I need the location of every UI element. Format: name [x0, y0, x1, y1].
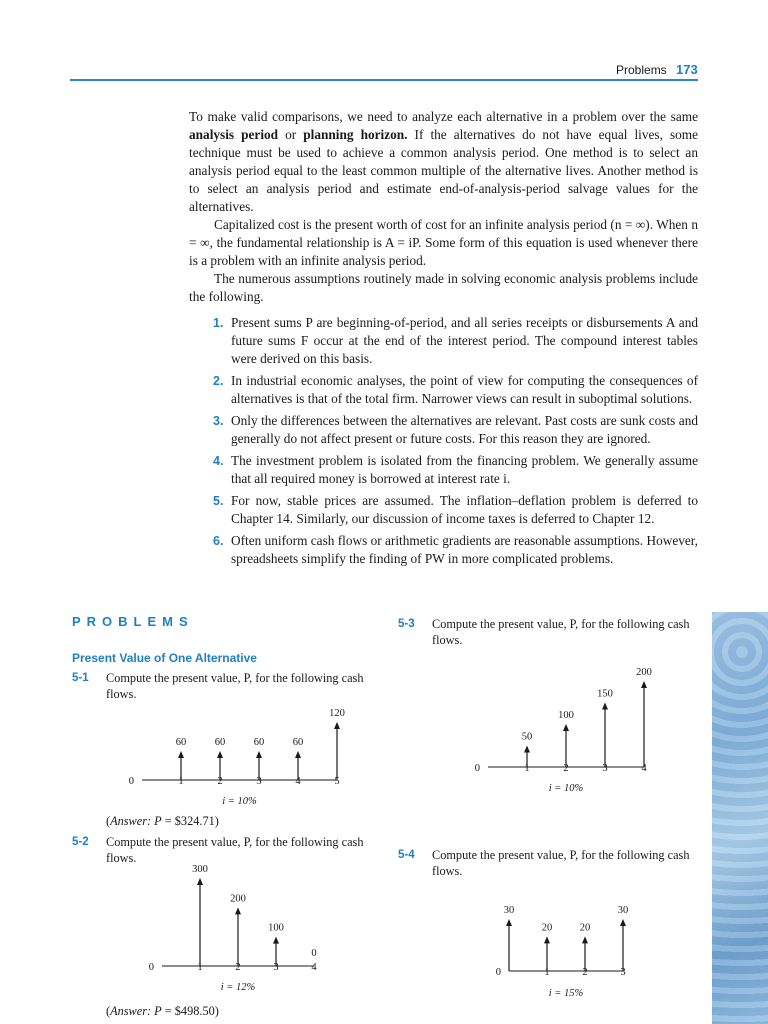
- period-label: 0: [148, 962, 154, 973]
- arrow-head: [256, 751, 262, 758]
- cash-flow-label: 50: [521, 731, 533, 743]
- cash-flow-label: 20: [541, 922, 553, 934]
- period-label: 5: [334, 776, 340, 787]
- arrow-head: [178, 751, 184, 758]
- cash-flow-label: 100: [268, 922, 284, 934]
- arrow-head: [295, 751, 301, 758]
- period-label: 1: [524, 763, 530, 774]
- problem-text: Compute the present value, P, for the following cash flows.: [432, 617, 690, 647]
- decorative-coin-image: [712, 612, 768, 1024]
- arrow-head: [641, 681, 647, 688]
- period-label: 3: [620, 967, 626, 978]
- interest-rate-label: i = 15%: [548, 988, 584, 999]
- cash-flow-label: 60: [253, 737, 265, 748]
- term-analysis-period: analysis period: [189, 127, 279, 142]
- page-number: 173: [676, 62, 698, 77]
- problems-heading: PROBLEMS: [72, 614, 194, 629]
- cash-flow-label: 60: [214, 737, 226, 748]
- list-item: 2. In industrial economic analyses, the point of view for computing the consequences of alternatives is that of the total firm. Narrower views can result in suboptimal solutions.: [213, 373, 698, 406]
- arrow-head: [524, 746, 530, 753]
- arrow-head: [602, 703, 608, 710]
- problem-5-2: [72, 834, 382, 866]
- problem-text: Compute the present value, P, for the following cash flows.: [432, 848, 690, 878]
- arrow-head: [334, 722, 340, 729]
- cash-flow-label: 20: [579, 922, 591, 934]
- period-label: 2: [563, 763, 569, 774]
- arrow-head: [273, 937, 279, 944]
- arrow-head: [582, 936, 588, 943]
- cash-flow-label: 60: [292, 737, 304, 748]
- problem-id: 5-4: [398, 849, 415, 861]
- arrow-head: [197, 878, 203, 885]
- period-label: 4: [641, 763, 647, 774]
- period-label: 0: [474, 763, 480, 774]
- period-label: 1: [178, 776, 184, 787]
- period-label: 1: [197, 962, 203, 973]
- arrow-head: [506, 919, 512, 926]
- paragraph-capitalized-cost: Capitalized cost is the present worth of cost for an infinite analysis period (n = ∞). When n = ∞, the fundamental relationship is A = iP. Some form of this equation is used whenever there is a problem with an infinite analysis period.: [189, 217, 698, 268]
- list-item: 4. The investment problem is isolated from the financing problem. We generally assume that all required money is borrowed at interest rate i.: [213, 453, 698, 486]
- paragraph-analysis-period: To make valid comparisons, we need to analyze each alternative in a problem over the same analysis period or planning horizon. If the alternatives do not have equal lives, some technique must be used to achieve a common analysis period. One method is to select an analysis period equal to the least common multiple of the alternative lives. Another method is to select an analysis period and estimate end-of-analysis-period salvage values for the alternatives.: [189, 109, 699, 214]
- interest-rate-label: i = 10%: [222, 796, 257, 807]
- period-label: 4: [295, 776, 301, 787]
- arrow-head: [235, 907, 241, 914]
- cash-flow-label: 200: [230, 893, 246, 905]
- problem-5-1: [72, 670, 382, 702]
- running-header: [616, 62, 698, 77]
- problem-text: Compute the present value, P, for the following cash flows.: [106, 835, 364, 865]
- header-rule: [70, 79, 698, 81]
- cash-flow-label: 300: [192, 864, 208, 875]
- cash-flow-diagram-5-3: [470, 668, 680, 800]
- paragraph-assumptions-intro: The numerous assumptions routinely made in solving economic analysis problems include the following.: [189, 271, 698, 304]
- period-label: 3: [256, 776, 262, 787]
- cash-flow-label: 200: [636, 667, 652, 678]
- period-label: 2: [235, 962, 241, 973]
- problem-text: Compute the present value, P, for the following cash flows.: [106, 671, 364, 701]
- cash-flow-label: 150: [597, 688, 613, 700]
- answer-5-2: (Answer: P = $498.50): [106, 1004, 219, 1018]
- problem-id: 5-1: [72, 672, 89, 684]
- period-label: 0: [128, 776, 134, 787]
- period-label: 3: [273, 962, 279, 973]
- problem-id: 5-2: [72, 836, 89, 848]
- period-label: 2: [582, 967, 588, 978]
- list-item: 5. For now, stable prices are assumed. The inflation–deflation problem is deferred to Chapter 14. Similarly, our discussion of income taxes is deferred to Chapter 12.: [213, 493, 698, 526]
- arrow-head: [217, 751, 223, 758]
- problem-5-4: [398, 847, 703, 879]
- problems-subheading: Present Value of One Alternative: [72, 651, 257, 665]
- cash-flow-label: 30: [503, 905, 515, 916]
- cash-flow-label: 60: [175, 737, 187, 748]
- interest-rate-label: i = 12%: [220, 982, 256, 993]
- cash-flow-diagram-5-2: [140, 866, 360, 1001]
- period-label: 2: [217, 776, 223, 787]
- list-item: 6. Often uniform cash flows or arithmetic gradients are reasonable assumptions. However, spreadsheets simplify the finding of PW in more complicated problems.: [213, 533, 698, 566]
- arrow-head: [620, 919, 626, 926]
- period-label: 0: [495, 967, 501, 978]
- cash-flow-label: 0: [311, 948, 317, 959]
- period-label: 1: [544, 967, 550, 978]
- assumptions-list: [189, 314, 698, 568]
- arrow-head: [544, 936, 550, 943]
- arrow-head: [563, 724, 569, 731]
- period-label: 4: [311, 962, 317, 973]
- list-item: 3. Only the differences between the alternatives are relevant. Past costs are sunk costs and generally do not affect present or future costs. For this reason they are ignored.: [213, 413, 698, 446]
- cash-flow-label: 30: [617, 905, 629, 916]
- cash-flow-diagram-5-1: [120, 700, 370, 810]
- term-planning-horizon: planning horizon.: [303, 127, 408, 142]
- problem-5-3: [398, 616, 703, 648]
- cash-flow-diagram-5-4: [495, 896, 655, 1006]
- body-text: [189, 108, 698, 572]
- header-section: Problems: [616, 63, 667, 77]
- cash-flow-label: 100: [558, 710, 574, 721]
- period-label: 3: [602, 763, 608, 774]
- answer-5-1: (Answer: P = $324.71): [106, 814, 219, 828]
- list-item: 1. Present sums P are beginning-of-period, and all series receipts or disbursements A and future sums F occur at the end of the interest period. The compound interest tables were derived on this basis.: [213, 315, 698, 366]
- interest-rate-label: i = 10%: [548, 783, 584, 794]
- problem-id: 5-3: [398, 618, 415, 630]
- cash-flow-label: 120: [329, 708, 345, 719]
